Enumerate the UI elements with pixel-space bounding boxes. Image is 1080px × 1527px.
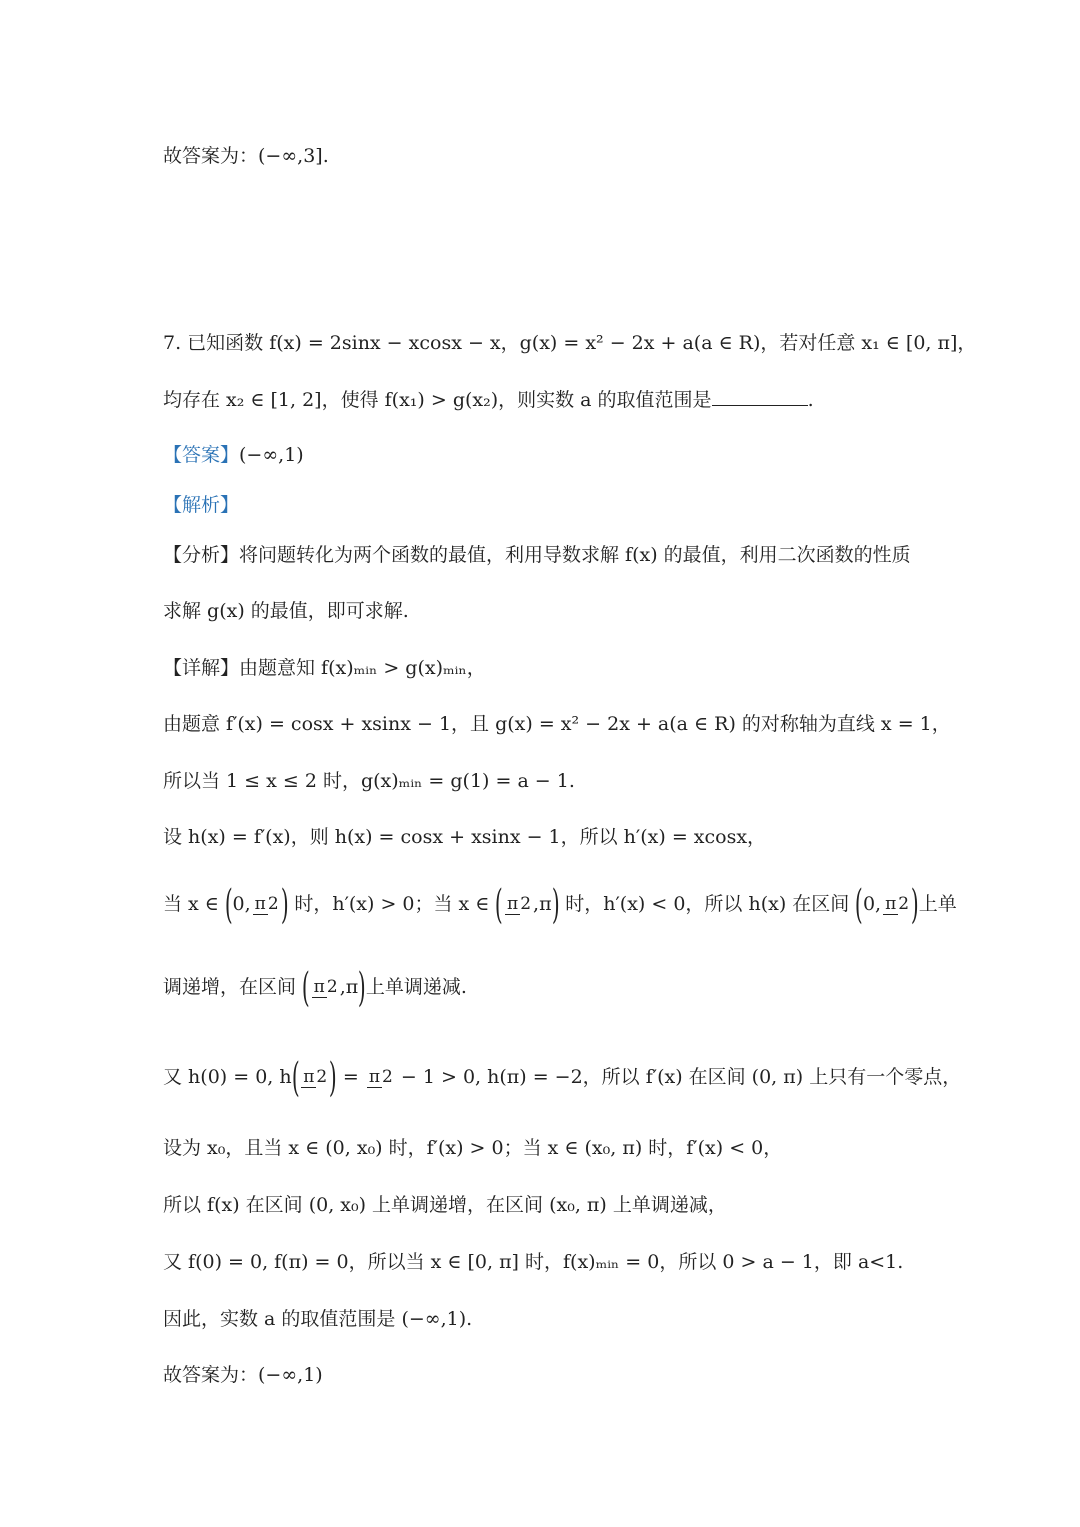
- close-paren-large: ): [329, 1055, 337, 1101]
- mono2-text-a: 调递增，在区间: [163, 976, 297, 998]
- mono-text-c: 时，h′(x) > 0；当 x ∈: [294, 893, 490, 915]
- open-paren-large: (: [301, 965, 310, 1011]
- monotonic-line-2: [163, 965, 930, 1011]
- mono-text-b: 0,: [232, 893, 251, 915]
- fraction-denominator: 2: [267, 893, 279, 914]
- question-text-2: 均存在 x₂ ∈ [1, 2]，使得 f(x₁) > g(x₂)，则实数 a 的取值范围是: [163, 389, 712, 411]
- range-text: 因此，实数 a 的取值范围是 (−∞,1).: [163, 1308, 473, 1330]
- mono-text-d: ,π: [533, 893, 552, 915]
- question-line-1: [163, 332, 977, 354]
- close-paren-large: ): [910, 882, 919, 928]
- fraction-denominator: 2: [520, 893, 532, 914]
- fraction-numerator: π: [254, 893, 266, 914]
- final-answer-text: 故答案为：(−∞,1): [163, 1364, 323, 1386]
- close-paren-large: ): [358, 965, 366, 1011]
- pi-over-2-fraction: [312, 978, 338, 999]
- hval-text-b: =: [342, 1066, 359, 1088]
- derivative-text: 由题意 f′(x) = cosx + xsinx − 1，且 g(x) = x² − 2x + a(a ∈ R) 的对称轴为直线 x = 1，: [163, 713, 951, 735]
- range-line: [163, 1310, 930, 1329]
- mono-text-e: 时，h′(x) < 0，所以 h(x) 在区间: [565, 893, 850, 915]
- fenxi-line-2: [163, 602, 930, 621]
- pi-over-2-fraction: [883, 895, 909, 916]
- answer-tag: 【答案】: [163, 444, 240, 466]
- monotonic-line: [163, 882, 957, 928]
- fenxi-text-2: 求解 g(x) 的最值，即可求解.: [163, 600, 409, 622]
- hval-text-a: 又 h(0) = 0, h: [163, 1066, 292, 1088]
- open-paren-large: (: [495, 882, 504, 928]
- xiangjie-line: [163, 659, 930, 678]
- question-period: .: [807, 389, 814, 411]
- mono2-text-b: ,π: [339, 976, 359, 998]
- answer-value: (−∞,1): [239, 444, 304, 466]
- gmin-line: [163, 772, 930, 791]
- x0-line: [163, 1139, 930, 1158]
- open-paren-large: (: [291, 1055, 300, 1101]
- fraction-numerator: π: [885, 893, 897, 914]
- close-paren-large: ): [280, 882, 289, 928]
- mono2-text-c: 上单调递减.: [365, 976, 467, 998]
- answer-line: [163, 446, 930, 465]
- mono-text-f: 0,: [862, 893, 882, 915]
- h-def-text: 设 h(x) = f′(x)，则 h(x) = cosx + xsinx − 1，所以 h′(x) = xcosx，: [163, 826, 767, 848]
- xiangjie-text: 【详解】由题意知 f(x)ₘᵢₙ > g(x)ₘᵢₙ，: [163, 657, 486, 679]
- answer-blank: [712, 391, 808, 406]
- fraction-numerator: π: [368, 1066, 381, 1087]
- fraction-denominator: 2: [326, 976, 338, 997]
- fraction-numerator: π: [313, 976, 325, 997]
- analysis-heading: [163, 496, 930, 515]
- x0-text: 设为 x₀，且当 x ∈ (0, x₀) 时，f′(x) > 0；当 x ∈ (x₀, π) 时，f′(x) < 0，: [163, 1137, 783, 1159]
- pi-over-2-fraction: [301, 1068, 327, 1089]
- previous-answer-text: 故答案为：(−∞,3].: [163, 145, 329, 167]
- h-values-line: [163, 1055, 962, 1101]
- fmin-line: [163, 1253, 930, 1272]
- gmin-text: 所以当 1 ≤ x ≤ 2 时，g(x)ₘᵢₙ = g(1) = a − 1.: [163, 770, 575, 792]
- f-mono-line: [163, 1196, 930, 1215]
- fenxi-line-1: [163, 546, 930, 565]
- h-def-line: [163, 828, 930, 847]
- mono-text-g: 上单: [918, 893, 957, 915]
- fmin-text: 又 f(0) = 0, f(π) = 0，所以当 x ∈ [0, π] 时，f(x)ₘᵢₙ = 0，所以 0 > a − 1，即 a<1.: [163, 1251, 904, 1273]
- final-answer-line: [163, 1366, 930, 1385]
- fraction-denominator: 2: [382, 1066, 393, 1087]
- f-mono-text: 所以 f(x) 在区间 (0, x₀) 上单调递增，在区间 (x₀, π) 上单调递减，: [163, 1194, 727, 1216]
- previous-answer: [163, 147, 930, 166]
- fraction-numerator: π: [507, 893, 519, 914]
- hval-text-c: − 1 > 0, h(π) = −2，所以 f′(x) 在区间 (0, π) 上只有一个零点，: [400, 1066, 962, 1088]
- derivative-line: [163, 713, 951, 735]
- analysis-tag: 【解析】: [163, 494, 240, 516]
- close-paren-large: ): [551, 882, 560, 928]
- pi-over-2-fraction: [253, 895, 279, 916]
- question-text-1: 7. 已知函数 f(x) = 2sinx − xcosx − x，g(x) = x² − 2x + a(a ∈ R)，若对任意 x₁ ∈ [0, π]，: [163, 332, 977, 354]
- mono-text-a: 当 x ∈: [163, 893, 219, 915]
- pi-over-2-fraction: [367, 1068, 393, 1089]
- pi-over-2-fraction: [505, 895, 531, 916]
- fenxi-text-1: 【分析】将问题转化为两个函数的最值，利用导数求解 f(x) 的最值，利用二次函数的性质: [163, 544, 911, 566]
- open-paren-large: (: [224, 882, 233, 928]
- question-line-2: [163, 391, 930, 410]
- fraction-numerator: π: [303, 1066, 315, 1087]
- open-paren-large: (: [855, 882, 864, 928]
- fraction-denominator: 2: [316, 1066, 328, 1087]
- fraction-denominator: 2: [898, 893, 910, 914]
